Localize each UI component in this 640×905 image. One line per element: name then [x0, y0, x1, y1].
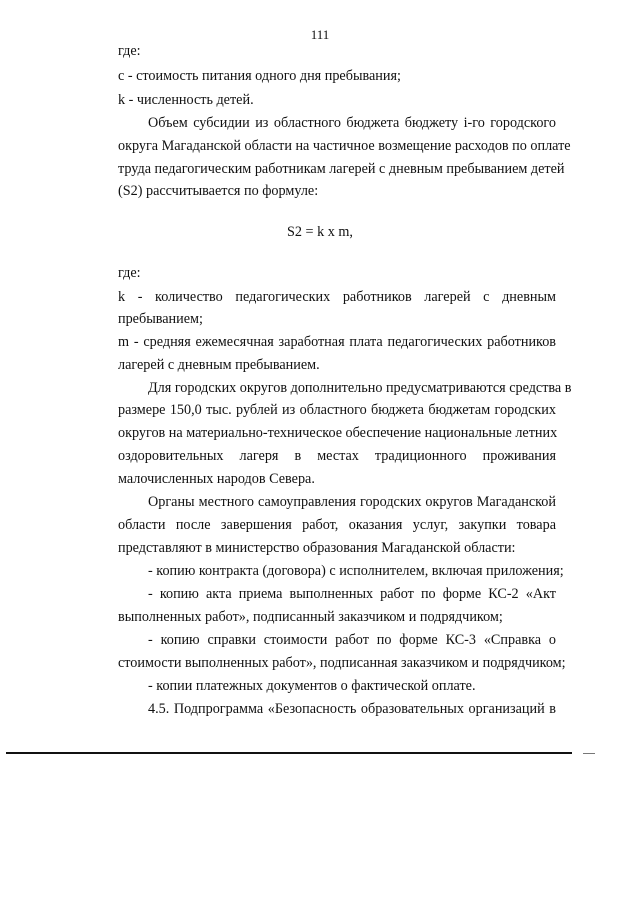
text-line: (S2) рассчитывается по формуле:: [118, 183, 319, 199]
text-line: представляют в министерство образования Магаданской области:: [118, 540, 516, 556]
list-item: - копию справки стоимости работ по форме КС-3 «Справка о: [148, 632, 556, 648]
text-line: области после завершения работ, оказания услуг, закупки товара: [118, 517, 556, 533]
list-item: - копии платежных документов о фактической оплате.: [148, 678, 476, 694]
text-line: m - средняя ежемесячная заработная плата педагогических работников: [118, 334, 556, 350]
list-item: - копию акта приема выполненных работ по форме КС-2 «Акт: [148, 586, 556, 602]
text-line: c - стоимость питания одного дня пребывания;: [118, 68, 401, 84]
text-line: размере 150,0 тыс. рублей из областного бюджета бюджетам городских: [118, 402, 556, 418]
text-line: пребыванием;: [118, 311, 203, 327]
text-line: где:: [118, 43, 141, 59]
text-line: выполненных работ», подписанный заказчиком и подрядчиком;: [118, 609, 503, 625]
text-line: где:: [118, 265, 141, 281]
text-line: малочисленных народов Севера.: [118, 471, 315, 487]
text-line: труда педагогическим работникам лагерей с дневным пребыванием детей: [118, 161, 565, 177]
list-item: - копию контракта (договора) с исполнителем, включая приложения;: [148, 563, 564, 579]
text-line: стоимости выполненных работ», подписанная заказчиком и подрядчиком;: [118, 655, 566, 671]
text-line: округа Магаданской области на частичное возмещение расходов по оплате: [118, 138, 571, 154]
text-line: оздоровительных лагеря в местах традиционного проживания: [118, 448, 556, 464]
formula: S2 = k x m,: [287, 224, 353, 240]
text-line: k - численность детей.: [118, 92, 254, 108]
text-line: Для городских округов дополнительно предусматриваются средства в: [148, 380, 572, 396]
page-number: 111: [310, 27, 330, 42]
page-divider: [6, 752, 572, 754]
text-line: лагерей с дневным пребыванием.: [118, 357, 320, 373]
section-heading: 4.5. Подпрограмма «Безопасность образовательных организаций в: [148, 701, 556, 717]
text-line: округов на материально-техническое обеспечение национальные летних: [118, 425, 558, 441]
page-divider-tail: [583, 753, 595, 754]
text-line: Объем субсидии из областного бюджета бюджету i-го городского: [148, 115, 556, 131]
text-line: k - количество педагогических работников лагерей с дневным: [118, 289, 556, 305]
text-line: Органы местного самоуправления городских округов Магаданской: [148, 494, 556, 510]
